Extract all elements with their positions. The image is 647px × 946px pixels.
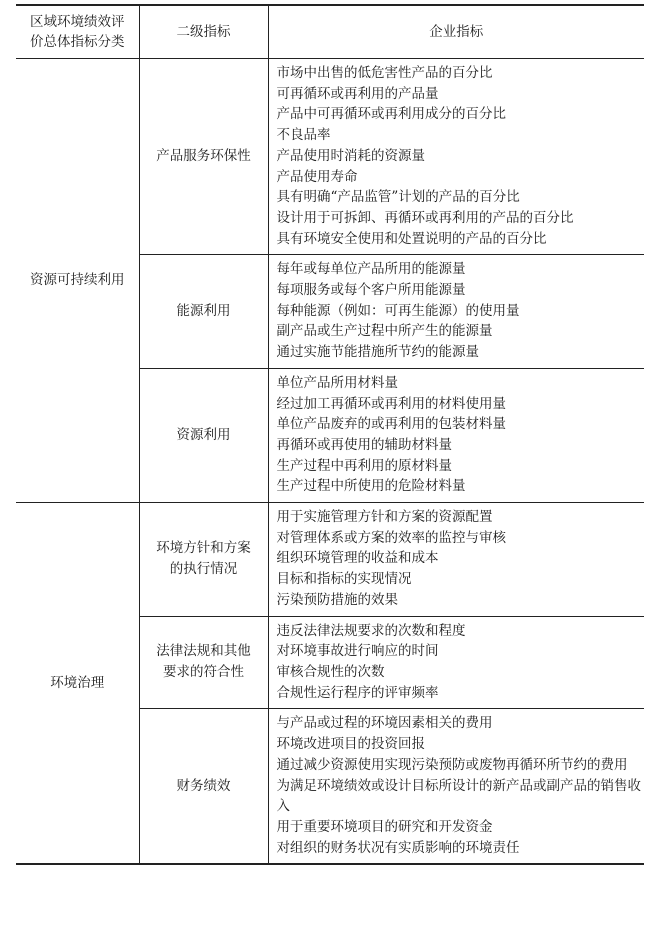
category-cell: 资源可持续利用 bbox=[16, 59, 139, 503]
indicator-list bbox=[268, 709, 644, 864]
sub-indicator-line1: 环境方针和方案 bbox=[156, 540, 251, 557]
sub-indicator-line2: 的执行情况 bbox=[169, 561, 238, 578]
indicator-item: 产品使用寿命 bbox=[276, 168, 358, 185]
indicator-table bbox=[16, 4, 644, 865]
sub-indicator-cell bbox=[139, 616, 268, 709]
indicator-item: 生产过程中再利用的原材料量 bbox=[276, 457, 452, 474]
indicator-item: 市场中出售的低危害性产品的百分比 bbox=[276, 65, 493, 81]
indicator-item: 通过减少资源使用实现污染预防或废物再循环所节约的费用 bbox=[276, 756, 628, 773]
category-cell: 环境治理 bbox=[16, 503, 139, 865]
table-row bbox=[16, 503, 644, 617]
indicator-item: 每种能源（例如：可再生能源）的使用量 bbox=[276, 302, 520, 319]
indicator-list bbox=[268, 255, 644, 369]
indicator-item: 再循环或再使用的辅助材料量 bbox=[276, 436, 452, 453]
indicator-item: 具有环境安全使用和处置说明的产品的百分比 bbox=[276, 230, 547, 247]
indicator-item: 与产品或过程的环境因素相关的费用 bbox=[276, 715, 493, 732]
indicator-item: 合规性运行程序的评审频率 bbox=[276, 684, 439, 701]
indicator-item: 对环境事故进行响应的时间 bbox=[276, 643, 439, 660]
indicator-item: 对管理体系或方案的效率的监控与审核 bbox=[276, 529, 506, 546]
indicator-item: 具有明确“产品监管”计划的产品的百分比 bbox=[276, 189, 520, 206]
indicator-item: 用于重要环境项目的研究和开发资金 bbox=[276, 818, 493, 835]
indicator-item: 单位产品废弃的或再利用的包装材料量 bbox=[276, 416, 506, 433]
indicator-list bbox=[268, 503, 644, 617]
indicator-item: 组织环境管理的收益和成本 bbox=[276, 550, 439, 567]
sub-indicator-cell: 能源利用 bbox=[139, 255, 268, 369]
header-row bbox=[16, 5, 644, 59]
indicator-item: 每项服务或每个客户所用能源量 bbox=[276, 282, 466, 299]
table-row bbox=[16, 59, 644, 255]
indicator-item: 经过加工再循环或再利用的材料使用量 bbox=[276, 395, 506, 412]
sub-indicator-cell: 产品服务环保性 bbox=[139, 59, 268, 255]
header-category-line1: 区域环境绩效评 bbox=[30, 14, 125, 30]
sub-indicator-cell: 财务绩效 bbox=[139, 709, 268, 864]
indicator-item: 设计用于可拆卸、再循环或再利用的产品的百分比 bbox=[276, 209, 574, 226]
indicator-item: 副产品或生产过程中所产生的能源量 bbox=[276, 323, 493, 340]
indicator-list bbox=[268, 616, 644, 709]
indicator-item: 为满足环境绩效或设计目标所设计的新产品或副产品的销售收入 bbox=[276, 777, 641, 815]
indicator-item: 不良品率 bbox=[276, 127, 331, 144]
header-secondary: 二级指标 bbox=[139, 5, 268, 59]
indicator-item: 对组织的财务状况有实质影响的环境责任 bbox=[276, 839, 520, 856]
indicator-item: 违反法律法规要求的次数和程度 bbox=[276, 622, 466, 639]
sub-indicator-line2: 要求的符合性 bbox=[163, 664, 244, 681]
indicator-list bbox=[268, 59, 644, 255]
indicator-item: 用于实施管理方针和方案的资源配置 bbox=[276, 509, 493, 526]
indicator-list bbox=[268, 368, 644, 502]
indicator-item: 产品使用时消耗的资源量 bbox=[276, 147, 425, 164]
indicator-item: 污染预防措施的效果 bbox=[276, 591, 398, 608]
indicator-item: 产品中可再循环或再利用成分的百分比 bbox=[276, 106, 506, 123]
header-category-line2: 价总体指标分类 bbox=[30, 34, 125, 50]
indicator-item: 审核合规性的次数 bbox=[276, 663, 385, 680]
sub-indicator-cell: 资源利用 bbox=[139, 368, 268, 502]
sub-indicator-line1: 法律法规和其他 bbox=[156, 643, 251, 660]
indicator-item: 单位产品所用材料量 bbox=[276, 374, 398, 391]
indicator-item: 环境改进项目的投资回报 bbox=[276, 736, 425, 753]
sub-indicator-cell bbox=[139, 503, 268, 617]
header-category bbox=[16, 5, 139, 59]
indicator-item: 目标和指标的实现情况 bbox=[276, 571, 412, 588]
indicator-item: 每年或每单位产品所用的能源量 bbox=[276, 261, 466, 278]
indicator-item: 可再循环或再利用的产品量 bbox=[276, 85, 439, 102]
indicator-item: 通过实施节能措施所节约的能源量 bbox=[276, 344, 479, 361]
header-enterprise: 企业指标 bbox=[268, 5, 644, 59]
indicator-item: 生产过程中所使用的危险材料量 bbox=[276, 478, 466, 495]
